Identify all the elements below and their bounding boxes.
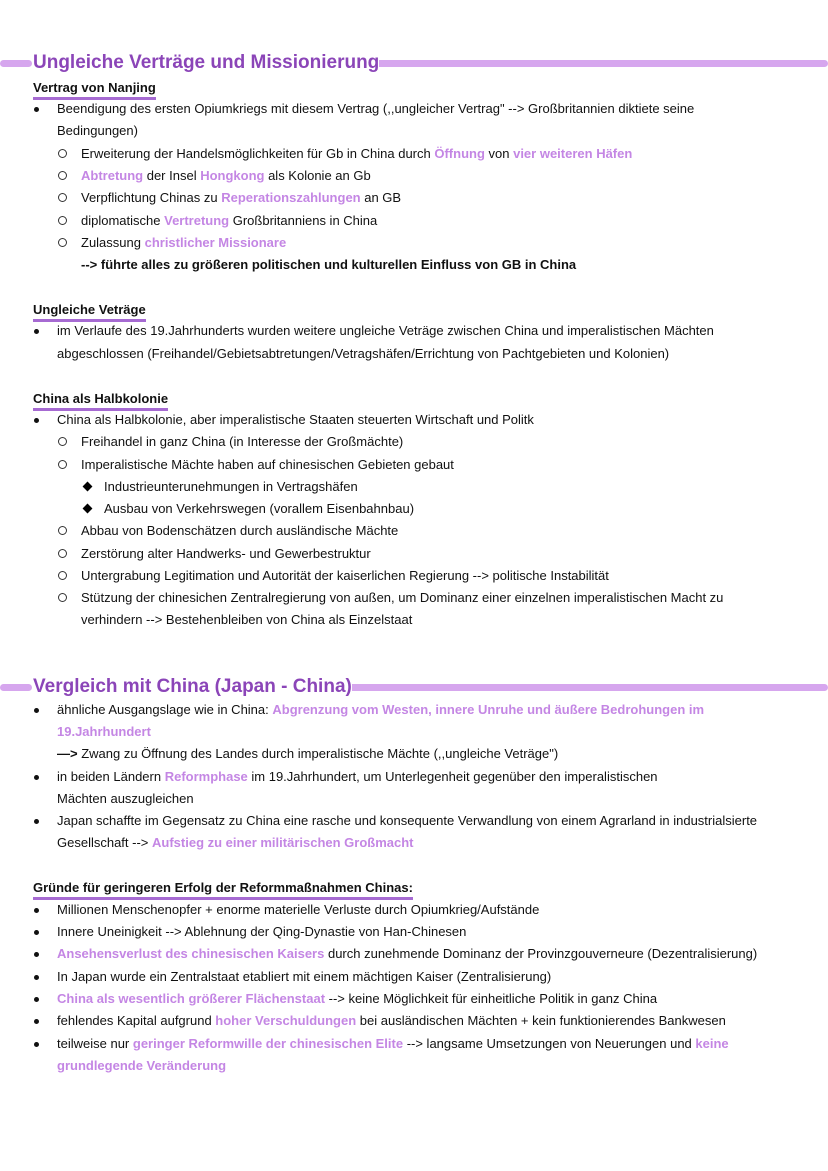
circle-bullet-icon bbox=[58, 238, 67, 247]
text-line: Bedingungen) bbox=[57, 123, 138, 138]
conclusion-text: --> führte alles zu größeren politischen und kulturellen Einfluss von GB in China bbox=[81, 257, 577, 272]
section-1-title: Ungleiche Verträge und Missionierung bbox=[33, 52, 380, 73]
text-line: Erweiterung der Handelsmöglichkeiten für Gb in China durch Öffnung von vier weiteren Häfen bbox=[81, 146, 633, 161]
bullet-icon bbox=[34, 930, 39, 935]
text-line: Gesellschaft --> Aufstieg zu einer militärischen Großmacht bbox=[57, 835, 414, 850]
text-line: In Japan wurde ein Zentralstaat etabliert mit einem mächtigen Kaiser (Zentralisierung) bbox=[57, 969, 552, 984]
bullet-icon bbox=[34, 329, 39, 334]
heading-rule-left bbox=[0, 684, 32, 691]
bullet-icon bbox=[34, 997, 39, 1002]
text-line: Mächten auszugleichen bbox=[57, 791, 194, 806]
text-line: Zerstörung alter Handwerks- und Gewerbestruktur bbox=[81, 546, 371, 561]
text-line: Millionen Menschenopfer + enorme materielle Verluste durch Opiumkrieg/Aufstände bbox=[57, 902, 540, 917]
text-line: China als Halbkolonie, aber imperalistische Staaten steuerten Wirtschaft und Politk bbox=[57, 412, 534, 427]
text-line: Abbau von Bodenschätzen durch ausländische Mächte bbox=[81, 523, 399, 538]
section-2-heading bbox=[0, 675, 828, 701]
circle-bullet-icon bbox=[58, 593, 67, 602]
circle-bullet-icon bbox=[58, 571, 67, 580]
subheading-ungleiche: Ungleiche Veträge bbox=[33, 301, 146, 322]
circle-bullet-icon bbox=[58, 460, 67, 469]
section-1-heading bbox=[0, 51, 828, 77]
heading-rule-left bbox=[0, 60, 32, 67]
circle-bullet-icon bbox=[58, 526, 67, 535]
text-line: Japan schaffte im Gegensatz zu China eine rasche und konsequente Verwandlung von einem Agrarland in industrialsierte bbox=[57, 813, 758, 828]
text-line: China als wesentlich größerer Flächenstaat --> keine Möglichkeit für einheitliche Politik in ganz China bbox=[57, 991, 658, 1006]
subheading-nanjing: Vertrag von Nanjing bbox=[33, 79, 156, 100]
bullet-icon bbox=[34, 908, 39, 913]
bullet-icon bbox=[34, 775, 39, 780]
text-line: grundlegende Veränderung bbox=[57, 1058, 227, 1073]
text-line: Verpflichtung Chinas zu Reperationszahlungen an GB bbox=[81, 190, 402, 205]
text-line: verhindern --> Bestehenbleiben von China als Einzelstaat bbox=[81, 612, 413, 627]
bullet-icon bbox=[34, 819, 39, 824]
bullet-icon bbox=[34, 708, 39, 713]
text-line: Freihandel in ganz China (in Interesse der Großmächte) bbox=[81, 434, 404, 449]
circle-bullet-icon bbox=[58, 193, 67, 202]
bullet-icon bbox=[34, 418, 39, 423]
heading-rule-right bbox=[366, 60, 828, 67]
text-line: Stützung der chinesichen Zentralregierung von außen, um Dominanz einer einzelnen imperalistischen Macht zu bbox=[81, 590, 724, 605]
circle-bullet-icon bbox=[58, 216, 67, 225]
text-line: fehlendes Kapital aufgrund hoher Verschuldungen bei ausländischen Mächten + kein funktionierendes Bankwesen bbox=[57, 1013, 726, 1028]
text-line: diplomatische Vertretung Großbritanniens in China bbox=[81, 213, 378, 228]
circle-bullet-icon bbox=[58, 549, 67, 558]
text-line: in beiden Ländern Reformphase im 19.Jahrhundert, um Unterlegenheit gegenüber den imperalistischen bbox=[57, 769, 658, 784]
text-line: 19.Jahrhundert bbox=[57, 724, 151, 739]
circle-bullet-icon bbox=[58, 171, 67, 180]
bullet-icon bbox=[34, 1042, 39, 1047]
circle-bullet-icon bbox=[58, 149, 67, 158]
text-line: Ausbau von Verkehrswegen (vorallem Eisenbahnbau) bbox=[104, 501, 415, 516]
text-line: Ansehensverlust des chinesischen Kaisers durch zunehmende Dominanz der Provinzgouverneure (Dezentralisierung) bbox=[57, 946, 758, 961]
bullet-icon bbox=[34, 975, 39, 980]
text-line: abgeschlossen (Freihandel/Gebietsabtretungen/Vetragshäfen/Errichtung von Pachtgebieten und Kolonien) bbox=[57, 346, 670, 361]
text-line: Beendigung des ersten Opiumkriegs mit diesem Vertrag (,,ungleicher Vertrag" --> Großbritannien diktiete seine bbox=[57, 101, 695, 116]
heading-rule-right bbox=[340, 684, 828, 691]
circle-bullet-icon bbox=[58, 437, 67, 446]
text-line: —> Zwang zu Öffnung des Landes durch imperalistische Mächte (,,ungleiche Veträge") bbox=[57, 746, 559, 761]
diamond-bullet-icon bbox=[83, 504, 93, 514]
text-line: Innere Uneinigkeit --> Ablehnung der Qing-Dynastie von Han-Chinesen bbox=[57, 924, 467, 939]
text-line: Abtretung der Insel Hongkong als Kolonie an Gb bbox=[81, 168, 371, 183]
bullet-icon bbox=[34, 952, 39, 957]
text-line: Untergrabung Legitimation und Autorität der kaiserlichen Regierung --> politische Instabilität bbox=[81, 568, 609, 583]
text-line: im Verlaufe des 19.Jahrhunderts wurden weitere ungleiche Veträge zwischen China und imperalistischen Mächten bbox=[57, 323, 714, 338]
text-line: Zulassung christlicher Missionare bbox=[81, 235, 287, 250]
bullet-icon bbox=[34, 1019, 39, 1024]
text-line: ähnliche Ausgangslage wie in China: Abgrenzung vom Westen, innere Unruhe und äußere Bedrohungen im bbox=[57, 702, 705, 717]
subheading-halbkolonie: China als Halbkolonie bbox=[33, 390, 168, 411]
diamond-bullet-icon bbox=[83, 482, 93, 492]
text-line: teilweise nur geringer Reformwille der chinesischen Elite --> langsame Umsetzungen von Neuerungen und keine bbox=[57, 1036, 729, 1051]
text-line: Industrieunterunehmungen in Vertragshäfen bbox=[104, 479, 358, 494]
bullet-icon bbox=[34, 107, 39, 112]
text-line: Imperalistische Mächte haben auf chinesischen Gebieten gebaut bbox=[81, 457, 454, 472]
section-2-title: Vergleich mit China (Japan - China) bbox=[33, 676, 352, 697]
subheading-gruende: Gründe für geringeren Erfolg der Reformmaßnahmen Chinas: bbox=[33, 879, 413, 900]
